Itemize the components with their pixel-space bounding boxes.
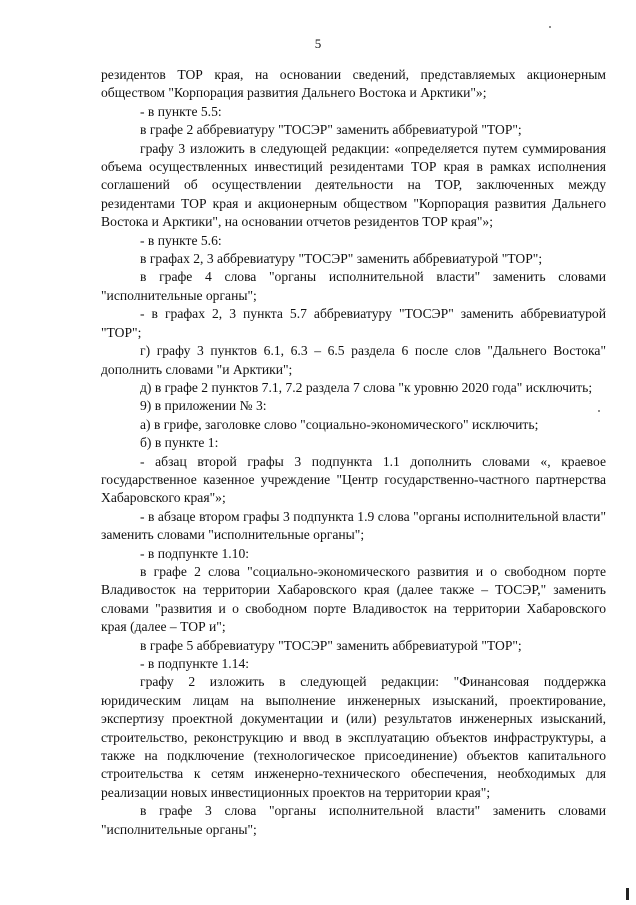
- paragraph: в графе 2 слова "социально-экономического развития и о свободном порте Владивосток на территории Хабаровского края (далее также – ТОСЭР," заменить словами "развития и о свободном порте Владивосток на территории Хабаровского края (далее – ТОР и";: [101, 563, 606, 635]
- paragraph: а) в грифе, заголовке слово "социально-экономического" исключить;: [140, 416, 539, 432]
- scan-speck: [549, 26, 551, 28]
- paragraph: - в графах 2, 3 пункта 5.7 аббревиатуру "ТОСЭР" заменить аббревиатурой "ТОР";: [101, 306, 606, 340]
- paragraph: графу 2 изложить в следующей редакции: "Финансовая поддержка юридическим лицам на выполнение инженерных изысканий, проектирование, экспертизу проектной документации и (или) результатов инженерных изысканий, строительство, реконструкцию и ввод в эксплуатацию объектов инфраструктуры, а также на подключение (технологическое присоединение) объектов капитального строительства к сетям инженерно-технического обеспечения, необходимых для реализации новых инвестиционных проектов на территории края";: [101, 674, 606, 800]
- scan-edge-mark: [626, 888, 629, 900]
- paragraph: в графе 5 аббревиатуру "ТОСЭР" заменить аббревиатурой "ТОР";: [140, 637, 522, 653]
- paragraph: в графах 2, 3 аббревиатуру "ТОСЭР" заменить аббревиатурой "ТОР";: [140, 251, 543, 267]
- document-body: [101, 66, 606, 839]
- paragraph: г) графу 3 пунктов 6.1, 6.3 – 6.5 раздела 6 после слов "Дальнего Востока" дополнить словами "и Арктики";: [101, 343, 606, 377]
- paragraph: резидентов ТОР края, на основании сведений, представляемых акционерным обществом "Корпорация развития Дальнего Востока и Арктики"»;: [101, 67, 606, 101]
- scan-speck: [598, 410, 600, 412]
- paragraph: - абзац второй графы 3 подпункта 1.1 дополнить словами «, краевое государственное казенное учреждение "Центр государственно-частного партнерства Хабаровского края"»;: [101, 453, 606, 506]
- paragraph: - в пункте 5.6:: [140, 232, 222, 248]
- paragraph: в графе 2 аббревиатуру "ТОСЭР" заменить аббревиатурой "ТОР";: [140, 122, 522, 138]
- paragraph: д) в графе 2 пунктов 7.1, 7.2 раздела 7 слова "к уровню 2020 года" исключить;: [140, 379, 593, 395]
- paragraph: - в пункте 5.5:: [140, 103, 222, 119]
- paragraph: - в абзаце втором графы 3 подпункта 1.9 слова "органы исполнительной власти" заменить словами "исполнительные органы";: [101, 508, 606, 543]
- paragraph: - в подпункте 1.10:: [140, 545, 250, 561]
- page-number: 5: [314, 36, 322, 51]
- paragraph: 9) в приложении № 3:: [140, 398, 267, 414]
- paragraph: в графе 4 слова "органы исполнительной власти" заменить словами "исполнительные органы";: [101, 269, 606, 303]
- paragraph: графу 3 изложить в следующей редакции: «определяется путем суммирования объема осуществленных инвестиций резидентами ТОР края в рамках исполнения соглашений об осуществлении деятельности на ТОР, заключенных между резидентами ТОР края и акционерным обществом "Корпорация развития Дальнего Востока и Арктики", на основании отчетов резидентов ТОР края"»;: [101, 140, 606, 230]
- paragraph: б) в пункте 1:: [140, 435, 219, 451]
- paragraph: в графе 3 слова "органы исполнительной власти" заменить словами "исполнительные органы";: [101, 803, 606, 837]
- paragraph: - в подпункте 1.14:: [140, 656, 250, 671]
